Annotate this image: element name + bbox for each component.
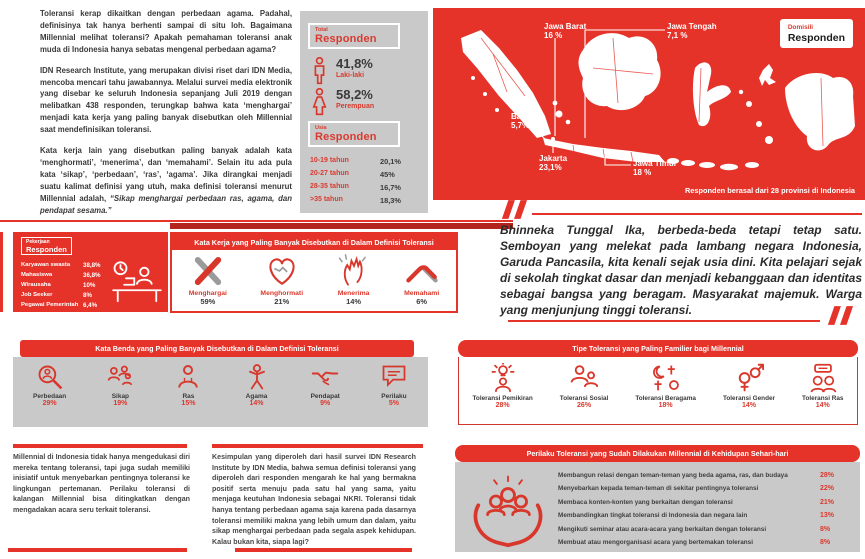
age-row bbox=[310, 157, 418, 166]
stat-label: Toleransi Pemikiran bbox=[472, 395, 533, 402]
stat-label: Pendapat bbox=[310, 393, 340, 400]
quote-bottom-line bbox=[508, 320, 820, 322]
age-value: 18,3% bbox=[380, 196, 401, 205]
perilaku-list bbox=[558, 472, 850, 552]
male-respondents bbox=[312, 57, 373, 85]
region-value: 5,7% bbox=[511, 121, 530, 130]
stat-pendapat bbox=[311, 363, 340, 407]
divider-bar bbox=[170, 223, 513, 229]
usia-label-small: Usia bbox=[315, 125, 327, 131]
stat-label: Agama bbox=[245, 393, 268, 400]
divider-line bbox=[0, 220, 513, 222]
map-label-jawa-barat bbox=[544, 22, 586, 40]
stat-value: 5% bbox=[388, 400, 399, 407]
stat-label: Memahami bbox=[404, 290, 440, 297]
stat-value: 14% bbox=[741, 402, 756, 409]
stat-value: 14% bbox=[346, 297, 362, 306]
age-label: 10-19 tahun bbox=[310, 157, 349, 164]
map-label-banten bbox=[511, 112, 538, 130]
perilaku-row bbox=[558, 526, 850, 539]
male-label: Laki-laki bbox=[336, 72, 365, 79]
tipe-toleransi-items bbox=[458, 357, 858, 425]
perilaku-panel bbox=[455, 462, 860, 552]
idea-person-icon bbox=[488, 363, 518, 393]
region-name: Jakarta bbox=[539, 154, 568, 163]
gender-icon bbox=[734, 363, 764, 393]
crossed-hands-icon bbox=[191, 254, 225, 288]
male-icon bbox=[312, 57, 327, 85]
stat-toleransi-sosial bbox=[560, 363, 609, 409]
perilaku-value: 8% bbox=[820, 538, 831, 546]
usia-responden-label bbox=[308, 121, 400, 147]
female-percentage: 58,2% bbox=[336, 87, 373, 102]
respondents-panel bbox=[300, 11, 428, 213]
stat-label: Sikap bbox=[111, 393, 130, 400]
pekerjaan-label: Karyawan swasta bbox=[21, 262, 71, 268]
pekerjaan-responden-label bbox=[21, 237, 72, 255]
speech-bubble-icon bbox=[380, 363, 408, 391]
usia-label-big: Responden bbox=[315, 131, 377, 143]
map-label-jakarta bbox=[539, 154, 567, 172]
stat-menghargai bbox=[189, 254, 227, 306]
tipe-toleransi-title: Tipe Toleransi yang Paling Familier bagi Millennial bbox=[458, 340, 858, 357]
intro-paragraph-3 bbox=[40, 145, 292, 216]
pekerjaan-value: 8% bbox=[83, 292, 92, 299]
intro-paragraph-1: Toleransi kerap dikaitkan dengan perbedaan agama. Padahal, definisinya tak hanya berhenti sampai di situ loh. Bagaimana Millennial melihat toleransi? Apakah pemahaman toleransi anak muda di Indonesia hanya sebatas mengenal perbedaan agama? bbox=[40, 9, 292, 54]
female-label: Perempuan bbox=[336, 103, 375, 110]
region-name: Jawa Timur bbox=[633, 159, 677, 168]
conclusion-left-top-line bbox=[13, 444, 187, 448]
two-heads-chat-icon bbox=[808, 363, 838, 393]
total-responden-label bbox=[308, 23, 400, 49]
perilaku-value: 28% bbox=[820, 472, 835, 479]
perilaku-label: Membaca konten-konten yang berkaitan dengan toleransi bbox=[558, 498, 733, 506]
age-value: 20,1% bbox=[380, 157, 401, 166]
perilaku-title: Perilaku Toleransi yang Sudah Dilakukan Millennial di Kehidupan Sehari-hari bbox=[455, 445, 860, 462]
pekerjaan-label-big: Responden bbox=[26, 245, 67, 254]
conclusion-left-bottom-line bbox=[8, 548, 187, 552]
bhinneka-quote: Bhinneka Tunggal Ika, berbeda-beda tetapi tetap satu. Semboyan yang melekat pada lambang negara Indonesia, Garuda Pancasila, kita kenali sejak usia dini. Kita pelajari sejak di sekolah tingkat dasar dan menjadi kebanggaan dan identitas sebagai bangsa yang beragam. Masyarakat majemuk. Warga yang menjunjung tinggi toleransi. bbox=[500, 223, 862, 317]
map-label-jawa-tengah bbox=[667, 22, 717, 40]
pekerjaan-label: Mahasiswa bbox=[21, 272, 53, 278]
region-value: 16 % bbox=[544, 31, 563, 40]
female-icon bbox=[312, 88, 327, 116]
close-quote-icon bbox=[826, 306, 854, 325]
conclusion-left-paragraph: Millennial di Indonesia tidak hanya mengedukasi diri mereka tentang toleransi, tapi juga sudah memiliki inisiatif untuk menyebarkan pentingnya toleransi ke lingkungan pertemanan. Perilaku toleransi di kalangan Millennial bisa ditingkatkan dengan mengadakan acara seru terkait toleransi. bbox=[13, 453, 190, 514]
intro-paragraph-2: IDN Research Institute, yang merupakan divisi riset dari IDN Media, mencoba mencari tahu jawabannya. Melalui survei media elektronik yang disebar ke seluruh Indonesia sepanjang Juli 2019 dengan melibatkan 438 responden, terungkap bahwa kata ‘menghargai’ menjadi kata kerja yang paling banyak disebutkan oleh Millennial saat mendefinisikan toleransi. bbox=[40, 65, 292, 135]
pekerjaan-label: Job Seeker bbox=[21, 292, 53, 298]
region-name: Jawa Barat bbox=[544, 22, 587, 31]
age-label: 20-27 tahun bbox=[310, 170, 349, 177]
pekerjaan-value: 38,8% bbox=[83, 262, 101, 269]
conclusion-middle-bottom-line bbox=[235, 548, 412, 552]
office-worker-icon bbox=[111, 260, 163, 304]
conclusion-middle-top-line bbox=[212, 444, 423, 448]
pekerjaan-label-small: Pekerjaan bbox=[26, 239, 50, 245]
male-percentage: 41,8% bbox=[336, 56, 373, 71]
clapping-hands-icon bbox=[337, 254, 371, 288]
stat-agama bbox=[243, 363, 271, 407]
stat-label: Menghormati bbox=[260, 290, 304, 297]
kata-kerja-title: Kata Kerja yang Paling Banyak Disebutkan di Dalam Definisi Toleransi bbox=[172, 234, 456, 250]
stat-label: Perbedaan bbox=[33, 393, 67, 400]
pekerjaan-row bbox=[21, 272, 113, 279]
stat-menerima bbox=[337, 254, 371, 306]
stat-memahami bbox=[404, 254, 439, 306]
kata-kerja-panel bbox=[170, 232, 458, 313]
stat-label: Ras bbox=[182, 393, 195, 400]
stat-toleransi-beragama bbox=[635, 363, 696, 409]
kata-benda-panel bbox=[13, 357, 428, 427]
religious-symbols-icon bbox=[651, 363, 681, 393]
stat-menghormati bbox=[260, 254, 303, 306]
perilaku-label: Membandingkan tingkat toleransi di Indonesia dan negara lain bbox=[558, 512, 748, 520]
praying-person-icon bbox=[243, 363, 271, 391]
perilaku-row bbox=[558, 512, 850, 525]
stat-perbedaan bbox=[33, 363, 66, 407]
pekerjaan-row bbox=[21, 262, 113, 269]
two-people-icon bbox=[569, 363, 599, 393]
female-respondents bbox=[312, 88, 374, 116]
stat-value: 6% bbox=[416, 297, 428, 306]
perilaku-row bbox=[558, 539, 850, 552]
tipe-toleransi-panel bbox=[458, 340, 858, 427]
map-label-jawa-timur bbox=[633, 159, 677, 177]
handshake-icon bbox=[311, 363, 339, 391]
stat-toleransi-ras bbox=[802, 363, 843, 409]
age-row bbox=[310, 170, 418, 179]
stat-value: 21% bbox=[274, 297, 290, 306]
pekerjaan-row bbox=[21, 282, 113, 289]
stat-value: 14% bbox=[815, 402, 830, 409]
region-value: 7,1 % bbox=[667, 31, 688, 40]
people-group-icon bbox=[106, 363, 134, 391]
left-accent-bar bbox=[0, 232, 3, 312]
stat-sikap bbox=[106, 363, 134, 407]
stat-value: 26% bbox=[577, 402, 592, 409]
domisili-responden-badge bbox=[780, 19, 853, 48]
age-value: 16,7% bbox=[380, 183, 401, 192]
perilaku-label: Menyebarkan kepada teman-teman di sekitar pentingnya toleransi bbox=[558, 485, 759, 493]
perilaku-value: 21% bbox=[820, 498, 835, 506]
perilaku-row bbox=[558, 499, 850, 512]
perilaku-label: Membangun relasi dengan teman-teman yang beda agama, ras, dan budaya bbox=[558, 472, 788, 479]
stat-value: 9% bbox=[320, 400, 331, 407]
stat-value: 59% bbox=[200, 297, 216, 306]
stat-value: 14% bbox=[249, 400, 264, 407]
open-quote-icon bbox=[500, 200, 528, 219]
pekerjaan-row bbox=[21, 302, 113, 309]
region-value: 18 % bbox=[633, 168, 652, 177]
stat-label: Menghargai bbox=[188, 290, 227, 297]
map-footnote: Responden berasal dari 28 provinsi di Indonesia bbox=[684, 186, 855, 195]
heart-handshake-icon bbox=[265, 254, 299, 288]
total-label-big: Responden bbox=[315, 33, 377, 45]
total-label-small: Total bbox=[315, 27, 328, 33]
intro-paragraph-3-text: Kata kerja lain yang disebutkan paling banyak adalah kata ‘menghormati’, ‘menerima’, dan ‘memahami’. Selain itu ada pula kata ‘sikap’, ‘perbedaan’, ‘ras’, ‘agama’. Jika dirangkai menjadi suatu kalimat definisi yang utuh, maka definisi toleransi menurut Millennial adalah, bbox=[40, 146, 292, 203]
conclusion-middle-paragraph: Kesimpulan yang diperoleh dari hasil survei IDN Research Institute by IDN Media, bahwa semua definisi toleransi yang diperoleh dari responden mengarah ke hal yang bermakna positif serta menuju pada satu hal yang sama, yaitu menjaga keutuhan Indonesia sebagai NKRI. Toleransi tidak hanya tentang perbedaan agama saja karena pada dasarnya toleransi memiliki makna yang lebih umum dan dalam, yaitu sikap menghargai perbedaan pada segala aspek kehidupan. Kalau bukan kita, siapa lagi? bbox=[212, 453, 416, 546]
definition-quote: “Sikap menghargai perbedaan ras, agama, dan pendapat sesama.” bbox=[40, 193, 292, 215]
pekerjaan-value: 10% bbox=[83, 282, 96, 289]
kata-kerja-items bbox=[172, 250, 456, 306]
stat-value: 29% bbox=[42, 400, 57, 407]
holding-hands-icon bbox=[405, 254, 439, 288]
stat-ras bbox=[174, 363, 202, 407]
age-row bbox=[310, 196, 418, 205]
age-value: 45% bbox=[380, 170, 395, 179]
pekerjaan-panel bbox=[13, 232, 168, 312]
pekerjaan-label: Pegawai Pemerintah bbox=[21, 302, 79, 308]
perilaku-row bbox=[558, 485, 850, 498]
perilaku-value: 8% bbox=[820, 525, 831, 533]
perilaku-label: Mengikuti seminar atau acara-acara yang berkaitan dengan toleransi bbox=[558, 525, 767, 533]
stat-label: Perilaku bbox=[381, 393, 407, 400]
stat-value: 28% bbox=[495, 402, 510, 409]
quote-top-line bbox=[532, 213, 862, 215]
stat-perilaku bbox=[380, 363, 408, 407]
pekerjaan-label: Wirausaha bbox=[21, 282, 51, 288]
perilaku-row bbox=[558, 472, 850, 485]
stat-label: Toleransi Gender bbox=[722, 395, 776, 402]
map-panel bbox=[433, 8, 865, 200]
stat-label: Menerima bbox=[337, 290, 370, 297]
stat-label: Toleransi Sosial bbox=[559, 395, 609, 402]
stat-label: Toleransi Beragama bbox=[635, 395, 696, 402]
age-row bbox=[310, 183, 418, 192]
badge-small-label: Domisili bbox=[787, 24, 814, 31]
stat-toleransi-gender bbox=[723, 363, 775, 409]
person-icon bbox=[174, 363, 202, 391]
region-name: Banten bbox=[511, 112, 539, 121]
stat-value: 19% bbox=[113, 400, 128, 407]
kata-benda-title: Kata Benda yang Paling Banyak Disebutkan di Dalam Definisi Toleransi bbox=[20, 340, 414, 357]
intro-text bbox=[40, 8, 292, 226]
stat-label: Toleransi Ras bbox=[802, 395, 844, 402]
stat-toleransi-pemikiran bbox=[473, 363, 533, 409]
region-value: 23,1% bbox=[539, 163, 562, 172]
pekerjaan-row bbox=[21, 292, 113, 299]
age-label: 28-35 tahun bbox=[310, 183, 349, 190]
stat-value: 18% bbox=[658, 402, 673, 409]
perilaku-value: 13% bbox=[820, 512, 835, 520]
badge-big-label: Responden bbox=[787, 32, 845, 44]
magnifier-person-icon bbox=[36, 363, 64, 391]
perilaku-value: 22% bbox=[820, 485, 835, 493]
pekerjaan-value: 6,4% bbox=[83, 302, 98, 309]
stat-value: 15% bbox=[181, 400, 196, 407]
hands-holding-people-icon bbox=[469, 470, 547, 548]
region-name: Jawa Tengah bbox=[667, 22, 717, 31]
pekerjaan-value: 36,8% bbox=[83, 272, 101, 279]
age-label: >35 tahun bbox=[310, 196, 343, 203]
perilaku-label: Membuat atau mengorganisasi acara yang bertemakan toleransi bbox=[558, 538, 753, 546]
